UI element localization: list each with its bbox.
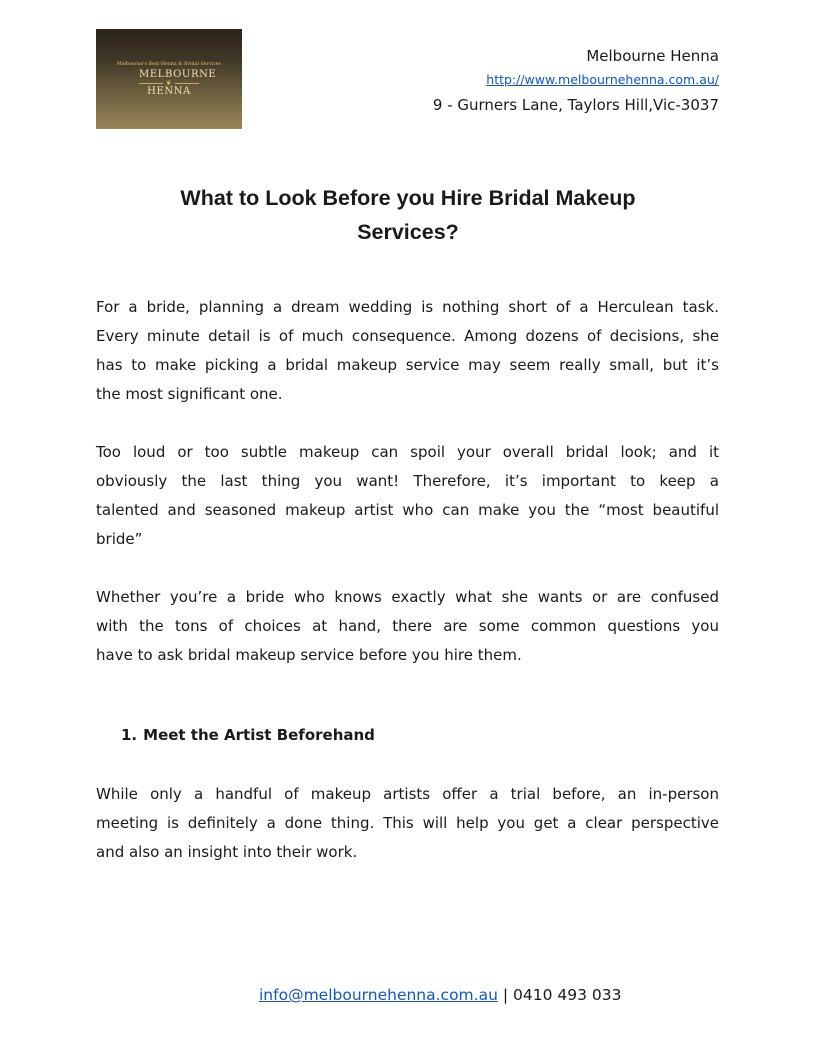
paragraph-line: obviously the last thing you want! Therefore, it’s important to keep a	[96, 472, 719, 490]
paragraph-line: has to make picking a bridal makeup service may seem really small, but it’s	[96, 356, 719, 374]
logo-flourish: ❦	[139, 80, 199, 87]
logo-name-line2: HENNA	[147, 85, 191, 97]
paragraph-line: the most significant one.	[96, 385, 283, 403]
paragraph-4	[96, 780, 719, 867]
paragraph-line: While only a handful of makeup artists offer a trial before, an in-person	[96, 785, 719, 803]
paragraph-line: with the tons of choices at hand, there are some common questions you	[96, 617, 719, 635]
title-line-2: Services?	[357, 220, 459, 244]
logo-name-line1: MELBOURNE	[139, 68, 217, 80]
logo-tagline: Melbourne's Best Henna & Bridal Services	[116, 61, 222, 67]
logo-name	[139, 68, 217, 97]
footer-phone: 0410 493 033	[513, 986, 622, 1004]
footer-email-link[interactable]: info@melbournehenna.com.au	[259, 986, 498, 1004]
paragraph-line: For a bride, planning a dream wedding is nothing short of a Herculean task.	[96, 298, 719, 316]
header-address: 9 - Gurners Lane, Taylors Hill,Vic-3037	[432, 96, 719, 114]
paragraph-1	[96, 293, 719, 409]
footer-separator: |	[502, 986, 509, 1004]
section-heading-1	[121, 725, 375, 745]
paragraph-2	[96, 438, 719, 554]
document-title	[96, 181, 720, 249]
title-line-1: What to Look Before you Hire Bridal Makeup	[180, 186, 636, 210]
company-logo	[96, 29, 242, 129]
section-number: 1.	[121, 726, 138, 744]
paragraph-line: Every minute detail is of much consequence. Among dozens of decisions, she	[96, 327, 719, 345]
header-website-link[interactable]: http://www.melbournehenna.com.au/	[486, 72, 719, 87]
footer-contact	[259, 985, 622, 1005]
paragraph-line: bride”	[96, 530, 143, 548]
paragraph-line: have to ask bridal makeup service before you hire them.	[96, 646, 522, 664]
paragraph-line: Too loud or too subtle makeup can spoil your overall bridal look; and it	[96, 443, 719, 461]
section-heading-text: Meet the Artist Beforehand	[143, 726, 375, 744]
paragraph-line: meeting is definitely a done thing. This will help you get a clear perspective	[96, 814, 719, 832]
paragraph-line: and also an insight into their work.	[96, 843, 358, 861]
paragraph-3	[96, 583, 719, 670]
paragraph-line: Whether you’re a bride who knows exactly what she wants or are confused	[96, 588, 719, 606]
paragraph-line: talented and seasoned makeup artist who can make you the “most beautiful	[96, 501, 719, 519]
header-company-name: Melbourne Henna	[586, 47, 719, 65]
